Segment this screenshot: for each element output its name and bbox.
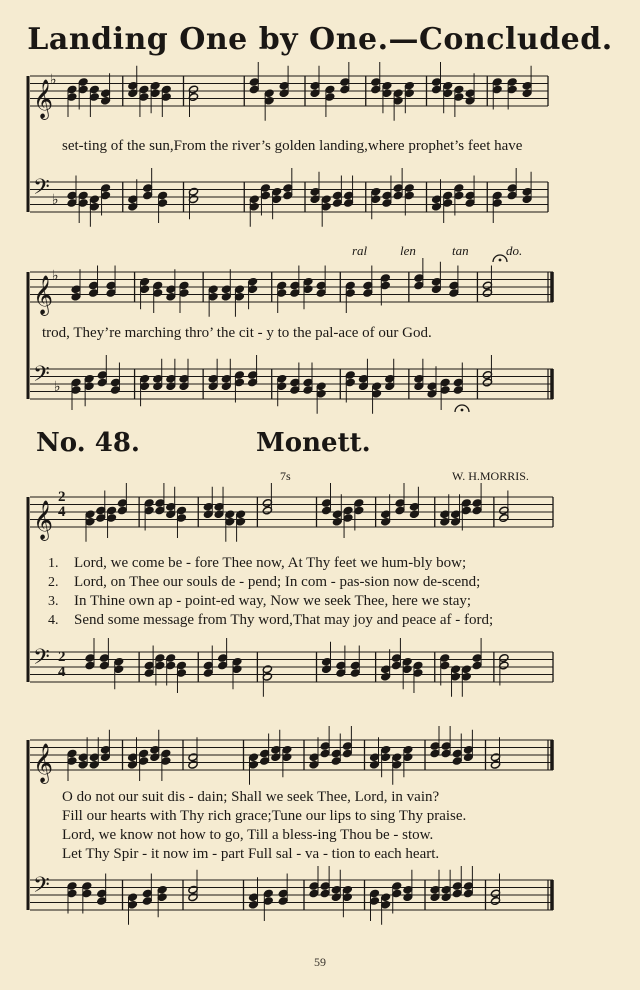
flat-icon: ♭: [52, 268, 59, 284]
verse-3-continued: Lord, we know not how to go, Till a bless-ing Thou be - stow.: [62, 827, 434, 843]
page-title: Landing One by One.—Concluded.: [27, 22, 613, 57]
hymn-meter: 7s: [280, 469, 291, 483]
verse-1-continued: O do not our suit dis - dain; Shall we seek Thee, Lord, in vain?: [62, 789, 440, 805]
verse-2-continued: Fill our hearts with Thy rich grace;Tune our lips to sing Thy praise.: [62, 808, 467, 824]
lyric-line-2: trod, They’re marching thro’ the cit - y to the pal-ace of our God.: [42, 325, 432, 341]
lyric-line-1: set-ting of the sun,From the river’s golden landing,where prophet’s feet have: [62, 138, 523, 154]
treble-clef-icon: 𝄞: [33, 500, 54, 540]
flat-icon: ♭: [54, 379, 61, 395]
time-signature-top: 2: [58, 489, 66, 505]
verse-text: In Thine own ap - point-ed way, Now we seek Thee, here we stay;: [74, 593, 472, 609]
rall-mark-3: tan: [452, 243, 469, 258]
verse-text: Lord, we come be - fore Thee now, At Thy feet we hum-bly bow;: [74, 555, 467, 571]
hymn-title: Monett.: [256, 428, 371, 458]
bass-clef-icon: 𝄢: [33, 873, 50, 903]
verse-text: Lord, on Thee our souls de - pend; In com - pas-sion now de-scend;: [74, 574, 481, 590]
fermata-dot: [499, 259, 502, 262]
bass-clef-icon: 𝄢: [33, 362, 50, 392]
verse-number: 1.: [48, 556, 59, 571]
verse-number: 2.: [48, 575, 59, 590]
verse-text: Send some message from Thy word,That may joy and peace af - ford;: [74, 612, 494, 628]
rall-mark-1: ral: [352, 243, 368, 258]
treble-clef-icon: 𝄞: [33, 275, 54, 315]
time-signature-bottom: 4: [58, 664, 66, 680]
flat-icon: ♭: [50, 72, 57, 88]
verse-number: 4.: [48, 613, 59, 628]
flat-icon: ♭: [52, 192, 59, 208]
treble-clef-icon: 𝄞: [33, 743, 54, 783]
fermata-dot: [461, 409, 464, 412]
verse-number: 3.: [48, 594, 59, 609]
hymn-composer: W. H.MORRIS.: [452, 469, 529, 483]
time-signature-top: 2: [58, 649, 66, 665]
rall-mark-4: do.: [506, 243, 523, 258]
page-number: 59: [314, 955, 326, 969]
bass-clef-icon: 𝄢: [33, 175, 50, 205]
hymn-number: No. 48.: [36, 428, 140, 458]
bass-clef-icon: 𝄢: [33, 645, 50, 675]
verse-4-continued: Let Thy Spir - it now im - part Full sal - va - tion to each heart.: [62, 846, 440, 862]
time-signature-bottom: 4: [58, 504, 66, 520]
rall-mark-2: len: [400, 243, 416, 258]
treble-clef-icon: 𝄞: [33, 79, 54, 119]
